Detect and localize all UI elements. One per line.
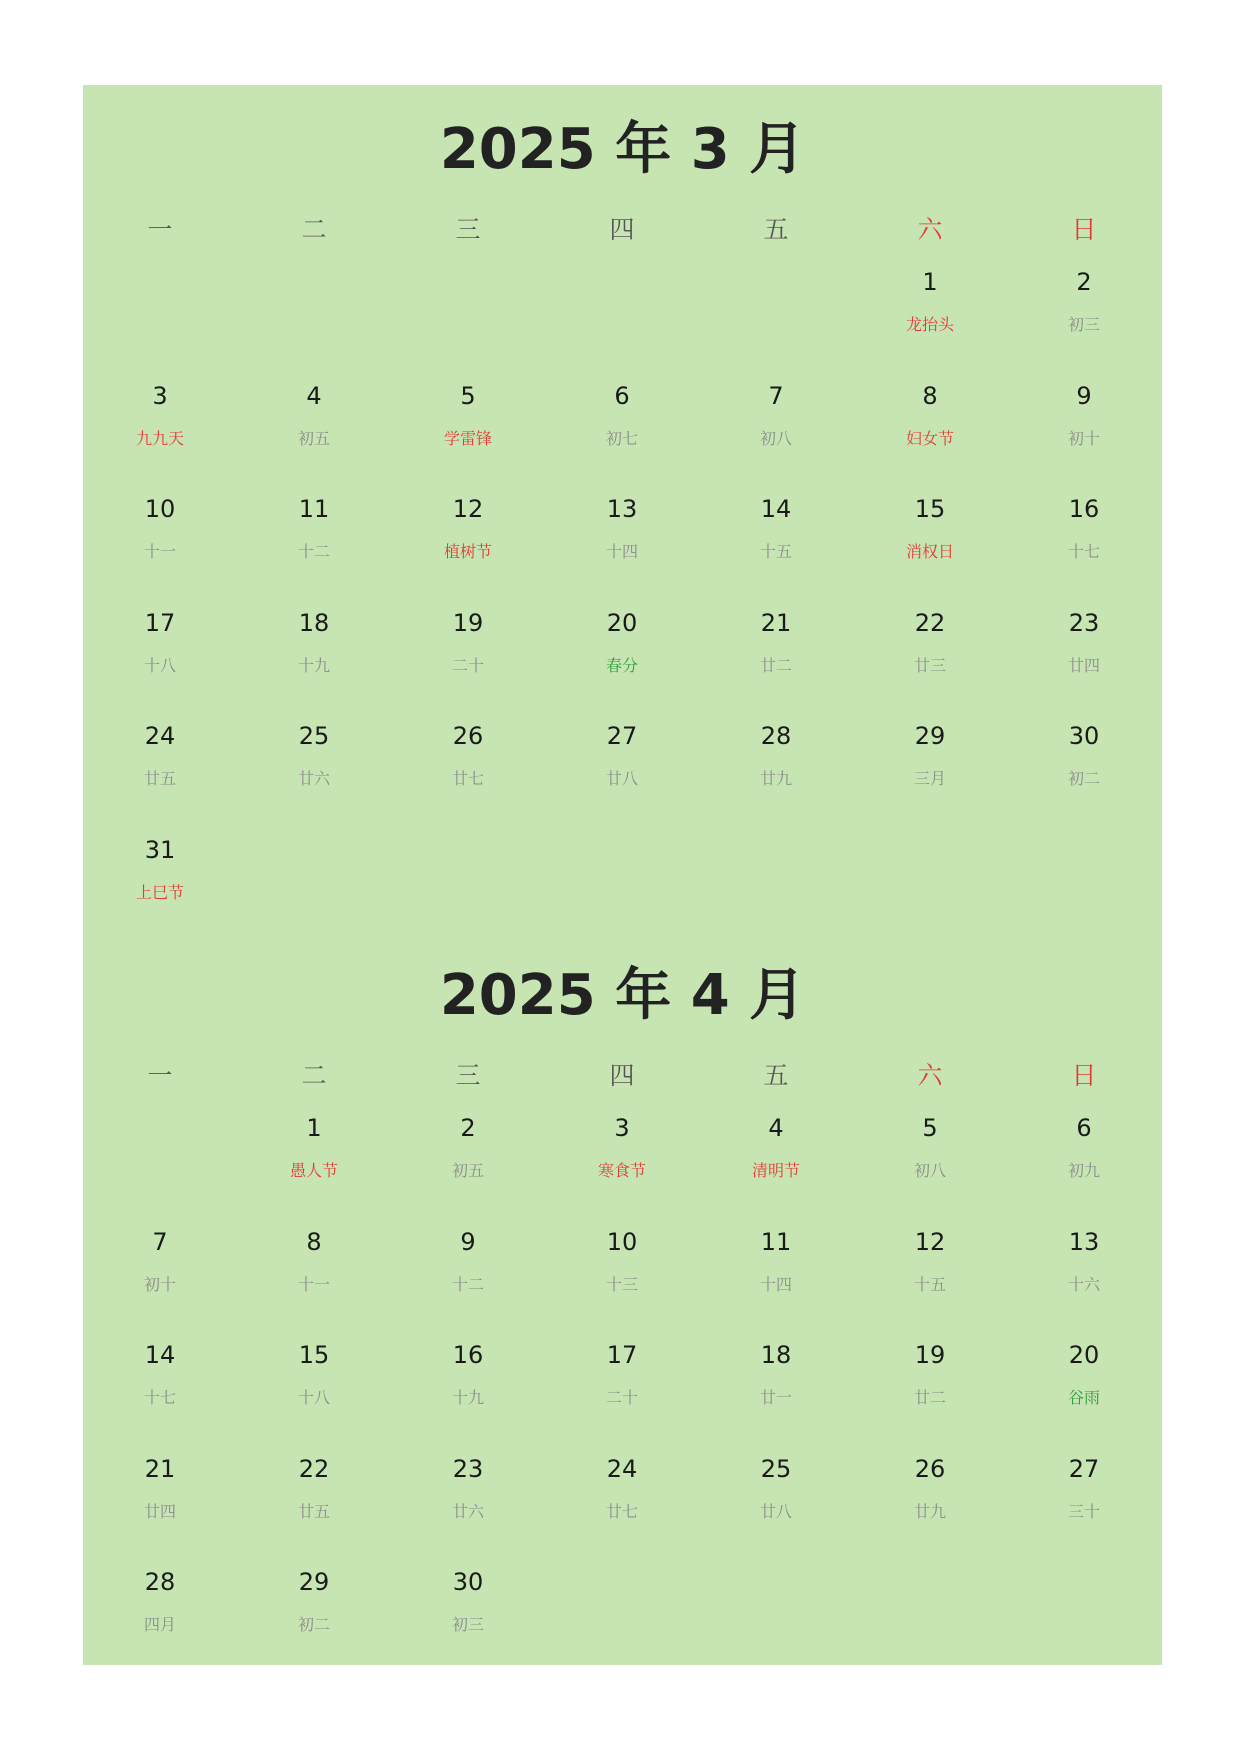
day-cell[interactable] [1007, 492, 1161, 606]
lunar-date-label: 十一 [297, 1274, 330, 1294]
weekday-label: 二 [301, 215, 327, 244]
day-number: 18 [760, 1341, 792, 1369]
day-number: 2 [1076, 268, 1092, 296]
day-cell[interactable] [1007, 379, 1161, 493]
day-number: 26 [914, 1454, 946, 1483]
day-cell[interactable] [391, 1452, 545, 1566]
day-cell[interactable] [1007, 606, 1161, 720]
lunar-date-label: 廿九 [913, 1501, 946, 1521]
day-cell[interactable] [545, 719, 699, 833]
festival-label: 愚人节 [289, 1161, 338, 1180]
day-number: 11 [298, 495, 330, 523]
day-cell[interactable] [237, 1565, 391, 1679]
lunar-date-label: 十八 [297, 1388, 330, 1407]
day-cell[interactable] [853, 606, 1007, 720]
day-number: 8 [306, 1227, 322, 1256]
day-number: 30 [452, 1568, 484, 1596]
day-cell[interactable] [1007, 1111, 1161, 1225]
lunar-date-label: 廿二 [913, 1388, 946, 1407]
day-cell[interactable] [237, 379, 391, 493]
day-number: 9 [460, 1227, 476, 1256]
day-number: 29 [914, 722, 946, 750]
day-number: 3 [152, 381, 168, 410]
day-number: 8 [922, 381, 938, 410]
lunar-date-label: 十五 [759, 542, 792, 561]
day-number: 2 [460, 1114, 476, 1142]
day-number: 7 [768, 381, 784, 410]
day-cell[interactable] [1007, 1338, 1161, 1452]
festival-label: 九九天 [135, 428, 184, 448]
lunar-date-label: 十三 [605, 1274, 638, 1294]
day-cell[interactable] [237, 492, 391, 606]
day-cell[interactable] [83, 1565, 237, 1679]
day-cell[interactable] [83, 719, 237, 833]
empty-day-cell [699, 265, 853, 379]
lunar-date-label: 初九 [1067, 1161, 1100, 1180]
day-cell[interactable] [699, 606, 853, 720]
day-cell[interactable] [83, 492, 237, 606]
day-cell[interactable] [699, 1452, 853, 1566]
weekday-label: 五 [763, 1061, 789, 1090]
weekday-label: 六 [917, 215, 943, 244]
day-number: 9 [1076, 381, 1092, 410]
day-cell[interactable] [237, 1452, 391, 1566]
day-cell[interactable] [853, 719, 1007, 833]
day-cell[interactable] [391, 379, 545, 493]
day-number: 4 [768, 1114, 784, 1142]
day-number: 11 [760, 1227, 792, 1256]
festival-label: 学雷锋 [443, 428, 492, 448]
day-cell[interactable] [699, 1338, 853, 1452]
day-number: 21 [144, 1454, 176, 1483]
day-cell[interactable] [699, 492, 853, 606]
day-number: 16 [1068, 495, 1100, 523]
day-cell[interactable] [853, 1225, 1007, 1339]
day-cell[interactable] [83, 1452, 237, 1566]
day-cell[interactable] [391, 492, 545, 606]
lunar-date-label: 廿八 [605, 769, 638, 788]
lunar-date-label: 十二 [451, 1274, 484, 1294]
lunar-date-label: 廿四 [1067, 655, 1100, 675]
day-number: 25 [760, 1454, 792, 1483]
day-number: 19 [452, 608, 484, 637]
day-number: 23 [452, 1454, 484, 1483]
day-cell[interactable] [853, 1338, 1007, 1452]
lunar-date-label: 廿三 [913, 655, 946, 675]
day-number: 5 [460, 381, 476, 410]
weekday-label: 一 [147, 215, 173, 244]
day-number: 31 [144, 835, 176, 864]
day-cell[interactable] [391, 719, 545, 833]
day-cell[interactable] [237, 1111, 391, 1225]
day-number: 14 [760, 495, 792, 523]
day-cell[interactable] [237, 1225, 391, 1339]
lunar-date-label: 十九 [297, 655, 330, 675]
day-number: 28 [144, 1568, 176, 1596]
weekday-label: 三 [455, 1061, 481, 1090]
empty-day-cell [83, 1111, 237, 1225]
weekday-header-row [83, 1058, 1162, 1094]
lunar-date-label: 三月 [913, 769, 946, 788]
day-cell[interactable] [1007, 1225, 1161, 1339]
day-number: 30 [1068, 722, 1100, 750]
lunar-date-label: 廿五 [143, 769, 176, 788]
weekday-label: 四 [609, 215, 635, 244]
day-number: 1 [306, 1114, 322, 1142]
lunar-date-label: 二十 [605, 1388, 638, 1407]
day-cell[interactable] [1007, 719, 1161, 833]
day-cell[interactable] [699, 719, 853, 833]
lunar-date-label: 十二 [297, 542, 330, 561]
lunar-date-label: 初八 [759, 428, 792, 448]
day-number: 15 [298, 1341, 330, 1369]
day-number: 6 [614, 381, 630, 410]
day-number: 6 [1076, 1114, 1092, 1142]
day-number: 1 [922, 268, 938, 296]
festival-label: 妇女节 [905, 428, 954, 448]
festival-label: 寒食节 [597, 1161, 646, 1180]
day-number: 16 [452, 1341, 484, 1369]
day-number: 22 [914, 608, 946, 637]
weekday-label: 六 [917, 1061, 943, 1090]
empty-day-cell [545, 265, 699, 379]
day-number: 14 [144, 1341, 176, 1369]
day-number: 4 [306, 381, 322, 410]
solar-term-label: 春分 [605, 655, 638, 675]
day-number: 10 [606, 1227, 638, 1256]
days-grid [83, 265, 1162, 946]
day-number: 26 [452, 722, 484, 750]
festival-label: 上巳节 [135, 882, 184, 902]
lunar-date-label: 廿九 [759, 769, 792, 788]
day-number: 5 [922, 1114, 938, 1142]
day-cell[interactable] [853, 1452, 1007, 1566]
lunar-date-label: 十六 [1067, 1274, 1100, 1294]
lunar-date-label: 廿七 [605, 1501, 638, 1521]
weekday-label: 日 [1071, 215, 1097, 244]
day-cell[interactable] [853, 1111, 1007, 1225]
day-cell[interactable] [237, 606, 391, 720]
day-number: 7 [152, 1227, 168, 1256]
month-title: 2025 年 3 月 [439, 117, 806, 182]
lunar-date-label: 廿七 [451, 769, 484, 788]
calendar-sheet [83, 85, 1162, 1665]
lunar-date-label: 十九 [451, 1388, 484, 1407]
days-grid [83, 1111, 1162, 1679]
day-number: 17 [606, 1341, 638, 1369]
festival-label: 植树节 [443, 542, 492, 561]
day-number: 18 [298, 608, 330, 637]
weekday-label: 日 [1071, 1061, 1097, 1090]
lunar-date-label: 廿二 [759, 655, 792, 675]
lunar-date-label: 初三 [1067, 315, 1100, 334]
lunar-date-label: 初七 [605, 428, 638, 448]
day-cell[interactable] [83, 833, 237, 947]
day-cell[interactable] [545, 1225, 699, 1339]
festival-label: 龙抬头 [905, 315, 954, 334]
festival-label: 消权日 [905, 542, 954, 561]
lunar-date-label: 廿八 [759, 1501, 792, 1521]
day-number: 17 [144, 608, 176, 637]
lunar-date-label: 初十 [1067, 428, 1100, 448]
weekday-label: 一 [147, 1061, 173, 1090]
day-number: 28 [760, 722, 792, 750]
day-cell[interactable] [853, 492, 1007, 606]
month-title: 2025 年 4 月 [439, 963, 806, 1028]
day-number: 12 [914, 1227, 946, 1256]
day-cell[interactable] [391, 1338, 545, 1452]
day-number: 13 [606, 495, 638, 523]
lunar-date-label: 十四 [605, 542, 638, 561]
day-cell[interactable] [545, 1452, 699, 1566]
day-cell[interactable] [83, 379, 237, 493]
day-cell[interactable] [1007, 265, 1161, 379]
day-number: 19 [914, 1341, 946, 1369]
day-cell[interactable] [237, 1338, 391, 1452]
day-cell[interactable] [83, 606, 237, 720]
day-cell[interactable] [545, 1338, 699, 1452]
day-number: 3 [614, 1114, 630, 1142]
lunar-date-label: 廿六 [297, 769, 330, 788]
day-number: 22 [298, 1454, 330, 1483]
day-number: 20 [606, 608, 638, 637]
day-cell[interactable] [699, 379, 853, 493]
day-number: 10 [144, 495, 176, 523]
day-number: 21 [760, 608, 792, 637]
lunar-date-label: 十五 [913, 1274, 946, 1294]
lunar-date-label: 十一 [143, 542, 176, 561]
lunar-date-label: 廿一 [759, 1388, 792, 1407]
solar-term-label: 谷雨 [1067, 1388, 1100, 1407]
lunar-date-label: 廿六 [451, 1501, 484, 1521]
weekday-label: 二 [301, 1061, 327, 1090]
lunar-date-label: 初八 [913, 1161, 946, 1180]
day-number: 12 [452, 495, 484, 523]
lunar-date-label: 初三 [451, 1615, 484, 1634]
day-cell[interactable] [391, 1225, 545, 1339]
day-cell[interactable] [1007, 1452, 1161, 1566]
weekday-label: 四 [609, 1061, 635, 1090]
day-cell[interactable] [83, 1338, 237, 1452]
day-cell[interactable] [853, 265, 1007, 379]
day-number: 27 [606, 722, 638, 750]
lunar-date-label: 初十 [143, 1274, 176, 1294]
day-number: 24 [144, 722, 176, 750]
lunar-date-label: 十七 [1067, 542, 1100, 561]
day-cell[interactable] [391, 1111, 545, 1225]
weekday-label: 三 [455, 215, 481, 244]
day-cell[interactable] [545, 1111, 699, 1225]
day-cell[interactable] [853, 379, 1007, 493]
day-number: 25 [298, 722, 330, 750]
day-cell[interactable] [545, 379, 699, 493]
lunar-date-label: 四月 [143, 1615, 176, 1634]
lunar-date-label: 廿五 [297, 1501, 330, 1521]
day-cell[interactable] [545, 492, 699, 606]
day-cell[interactable] [699, 1225, 853, 1339]
day-cell[interactable] [391, 606, 545, 720]
lunar-date-label: 初二 [1067, 769, 1100, 788]
empty-day-cell [83, 265, 237, 379]
lunar-date-label: 十七 [143, 1388, 176, 1407]
day-number: 20 [1068, 1341, 1100, 1369]
lunar-date-label: 初二 [297, 1615, 330, 1634]
lunar-date-label: 三十 [1067, 1501, 1100, 1521]
lunar-date-label: 十四 [759, 1274, 792, 1294]
day-cell[interactable] [545, 606, 699, 720]
day-number: 23 [1068, 608, 1100, 637]
lunar-date-label: 廿四 [143, 1501, 176, 1521]
lunar-date-label: 初五 [451, 1161, 484, 1180]
day-number: 27 [1068, 1454, 1100, 1483]
day-number: 15 [914, 495, 946, 523]
lunar-date-label: 十八 [143, 655, 176, 675]
day-cell[interactable] [83, 1225, 237, 1339]
empty-day-cell [391, 265, 545, 379]
day-cell[interactable] [391, 1565, 545, 1679]
day-cell[interactable] [237, 719, 391, 833]
day-cell[interactable] [699, 1111, 853, 1225]
lunar-date-label: 二十 [451, 655, 484, 675]
empty-day-cell [237, 265, 391, 379]
festival-label: 清明节 [751, 1161, 800, 1180]
weekday-header-row [83, 212, 1162, 248]
weekday-label: 五 [763, 215, 789, 244]
lunar-date-label: 初五 [297, 428, 330, 448]
day-number: 29 [298, 1568, 330, 1596]
day-number: 13 [1068, 1227, 1100, 1256]
day-number: 24 [606, 1454, 638, 1483]
